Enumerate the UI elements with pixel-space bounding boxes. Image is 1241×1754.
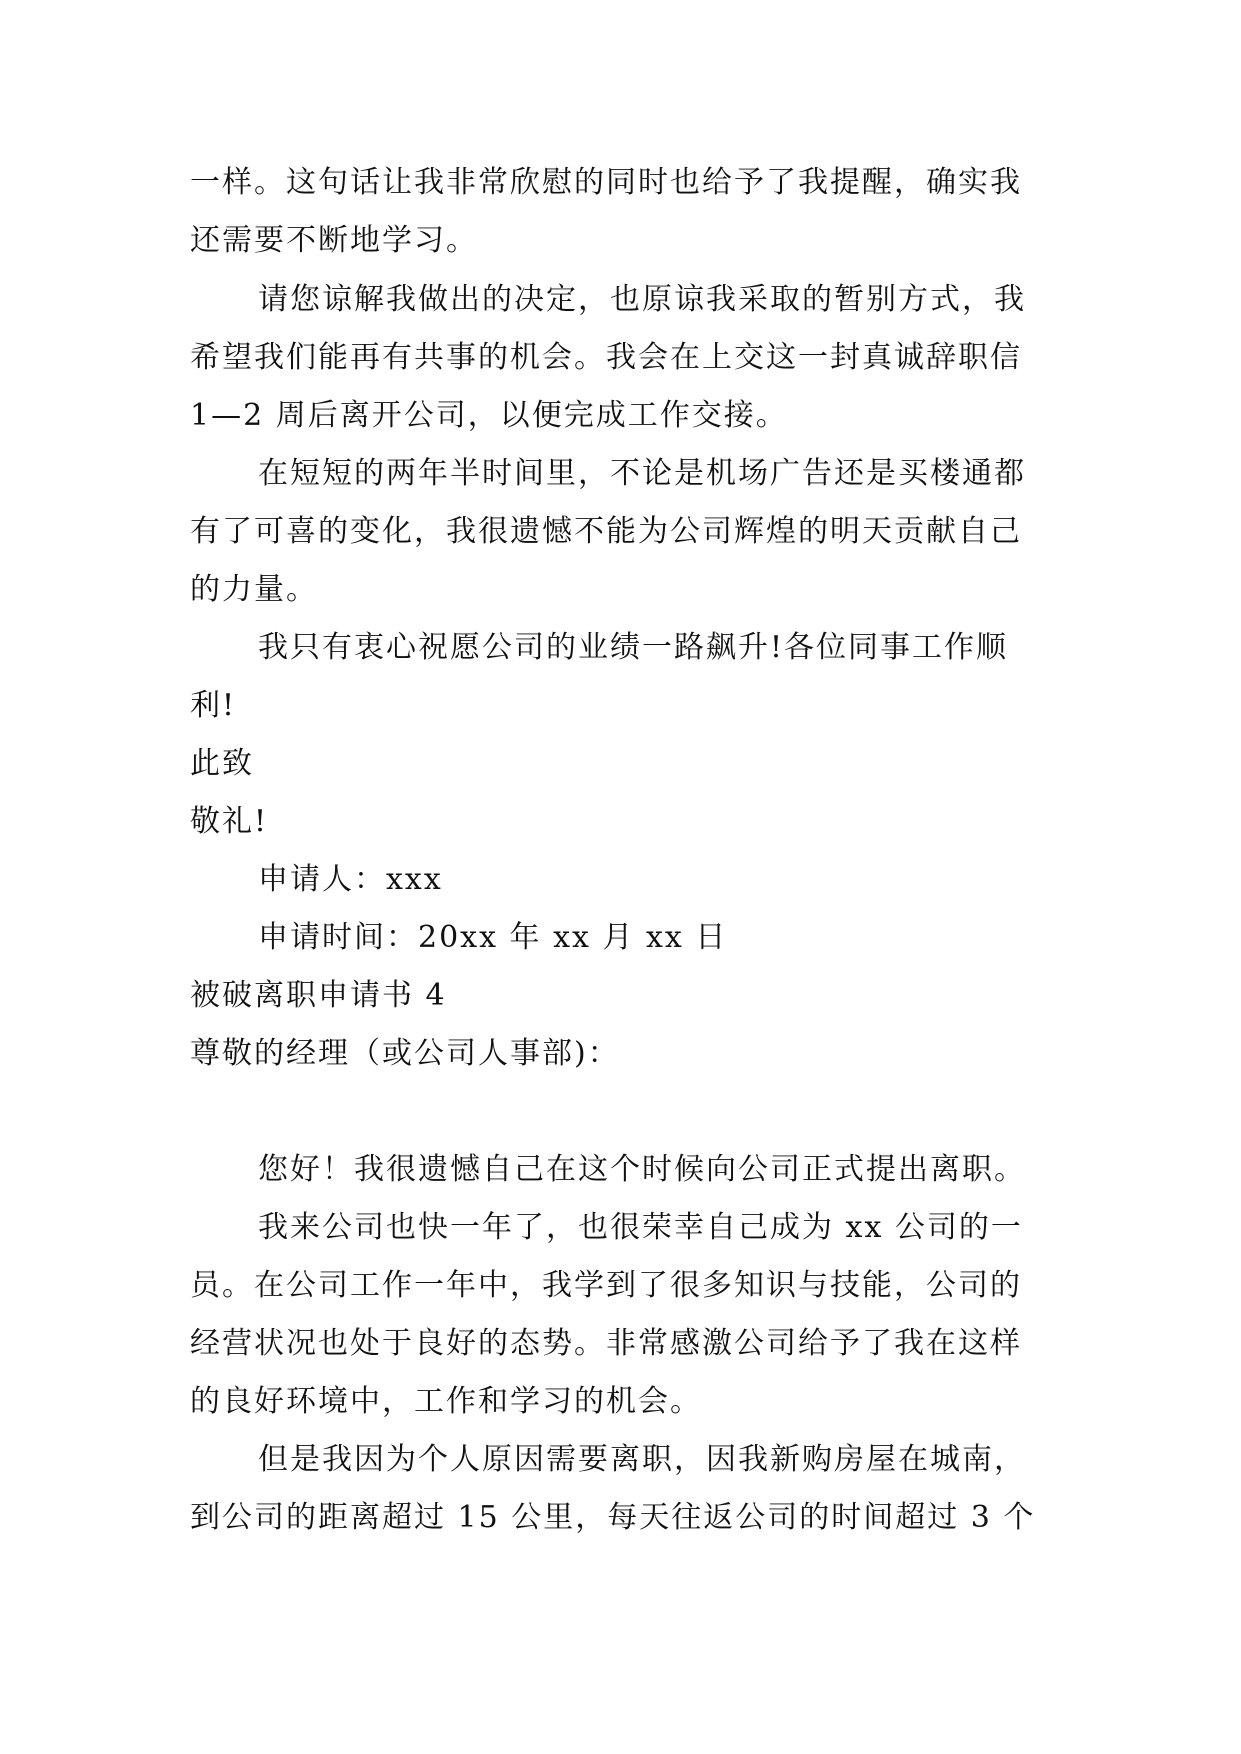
text-line: 一样。这句话让我非常欣慰的同时也给予了我提醒，确实我 [190,165,1022,200]
applicant-line: 申请人：xxx [258,862,443,897]
text-line: 还需要不断地学习。 [190,223,478,258]
paragraph-start-line: 但是我因为个人原因需要离职，因我新购房屋在城南， [258,1442,1026,1477]
text-line: 希望我们能再有共事的机会。我会在上交这一封真诚辞职信 [190,340,1022,375]
paragraph-start-line: 您好！我很遗憾自己在这个时候向公司正式提出离职。 [258,1152,1026,1187]
application-date-line: 申请时间：20xx 年 xx 月 xx 日 [258,920,728,955]
section-title: 被破离职申请书 4 [190,978,447,1013]
paragraph-start-line: 在短短的两年半时间里，不论是机场广告还是买楼通都 [258,456,1026,491]
text-line: 利! [190,688,237,723]
closing-regards: 敬礼! [190,804,269,839]
paragraph-start-line: 我来公司也快一年了，也很荣幸自己成为 xx 公司的一 [258,1210,1023,1245]
text-line: 的良好环境中，工作和学习的机会。 [190,1384,702,1419]
text-line: 到公司的距离超过 15 公里，每天往返公司的时间超过 3 个 [190,1500,1036,1535]
paragraph-start-line: 我只有衷心祝愿公司的业绩一路飙升!各位同事工作顺 [258,630,1009,665]
text-line: 1—2 周后离开公司，以便完成工作交接。 [190,398,788,433]
text-line: 的力量。 [190,572,318,607]
closing-salutation: 此致 [190,746,254,781]
paragraph-start-line: 请您谅解我做出的决定，也原谅我采取的暂别方式，我 [258,282,1026,317]
text-line: 有了可喜的变化，我很遗憾不能为公司辉煌的明天贡献自己 [190,514,1022,549]
text-line: 员。在公司工作一年中，我学到了很多知识与技能，公司的 [190,1268,1022,1303]
salutation-line: 尊敬的经理（或公司人事部)： [190,1036,620,1071]
text-line: 经营状况也处于良好的态势。非常感激公司给予了我在这样 [190,1326,1022,1361]
